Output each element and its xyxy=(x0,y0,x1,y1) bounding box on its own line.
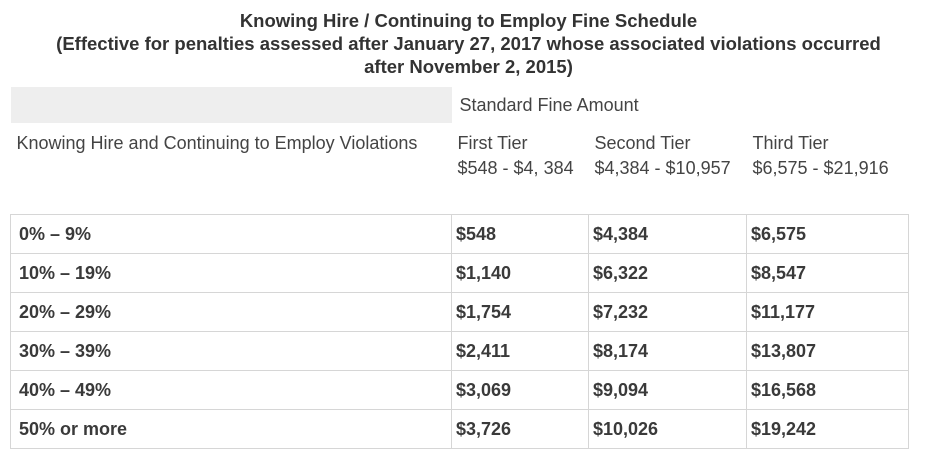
second-tier-cell: $6,322 xyxy=(589,254,747,293)
third-tier-cell: $8,547 xyxy=(747,254,909,293)
first-tier-cell: $548 xyxy=(452,215,589,254)
table-row xyxy=(11,332,909,371)
group-header-blank-cell xyxy=(11,87,452,123)
third-tier-cell: $11,177 xyxy=(747,293,909,332)
third-tier-range: $6,575 - $21,916 xyxy=(752,158,889,178)
violations-column-header: Knowing Hire and Continuing to Employ Violations xyxy=(16,133,418,153)
first-tier-range: $548 - $4, 384 xyxy=(457,158,574,178)
violation-range-cell: 0% – 9% xyxy=(11,215,452,254)
title-line-3: after November 2, 2015) xyxy=(364,56,573,77)
second-tier-cell: $9,094 xyxy=(589,371,747,410)
violation-range-cell: 10% – 19% xyxy=(11,254,452,293)
table-row xyxy=(11,371,909,410)
first-tier-cell: $3,069 xyxy=(452,371,589,410)
table-row xyxy=(11,293,909,332)
violation-range-cell: 50% or more xyxy=(11,410,452,449)
second-tier-name: Second Tier xyxy=(594,133,691,153)
violation-range-cell: 20% – 29% xyxy=(11,293,452,332)
page-title xyxy=(0,0,937,78)
title-line-2: (Effective for penalties assessed after January 27, 2017 whose associated violations occurred xyxy=(56,33,881,54)
column-header-row xyxy=(11,123,909,215)
second-tier-header xyxy=(589,123,747,215)
first-tier-cell: $1,140 xyxy=(452,254,589,293)
table-row xyxy=(11,410,909,449)
violation-range-cell: 40% – 49% xyxy=(11,371,452,410)
table-row xyxy=(11,215,909,254)
third-tier-cell: $6,575 xyxy=(747,215,909,254)
third-tier-cell: $19,242 xyxy=(747,410,909,449)
second-tier-range: $4,384 - $10,957 xyxy=(594,158,731,178)
second-tier-cell: $4,384 xyxy=(589,215,747,254)
table-row xyxy=(11,254,909,293)
first-tier-cell: $2,411 xyxy=(452,332,589,371)
second-tier-cell: $7,232 xyxy=(589,293,747,332)
third-tier-name: Third Tier xyxy=(752,133,829,153)
third-tier-cell: $13,807 xyxy=(747,332,909,371)
first-tier-name: First Tier xyxy=(457,133,528,153)
first-tier-cell: $3,726 xyxy=(452,410,589,449)
third-tier-header xyxy=(747,123,909,215)
third-tier-cell: $16,568 xyxy=(747,371,909,410)
group-header-row xyxy=(11,87,909,123)
fine-schedule-table xyxy=(10,87,909,449)
standard-fine-amount-header: Standard Fine Amount xyxy=(459,94,639,115)
title-line-1: Knowing Hire / Continuing to Employ Fine Schedule xyxy=(239,10,698,31)
second-tier-cell: $10,026 xyxy=(589,410,747,449)
second-tier-cell: $8,174 xyxy=(589,332,747,371)
violation-range-cell: 30% – 39% xyxy=(11,332,452,371)
first-tier-header xyxy=(452,123,589,215)
first-tier-cell: $1,754 xyxy=(452,293,589,332)
